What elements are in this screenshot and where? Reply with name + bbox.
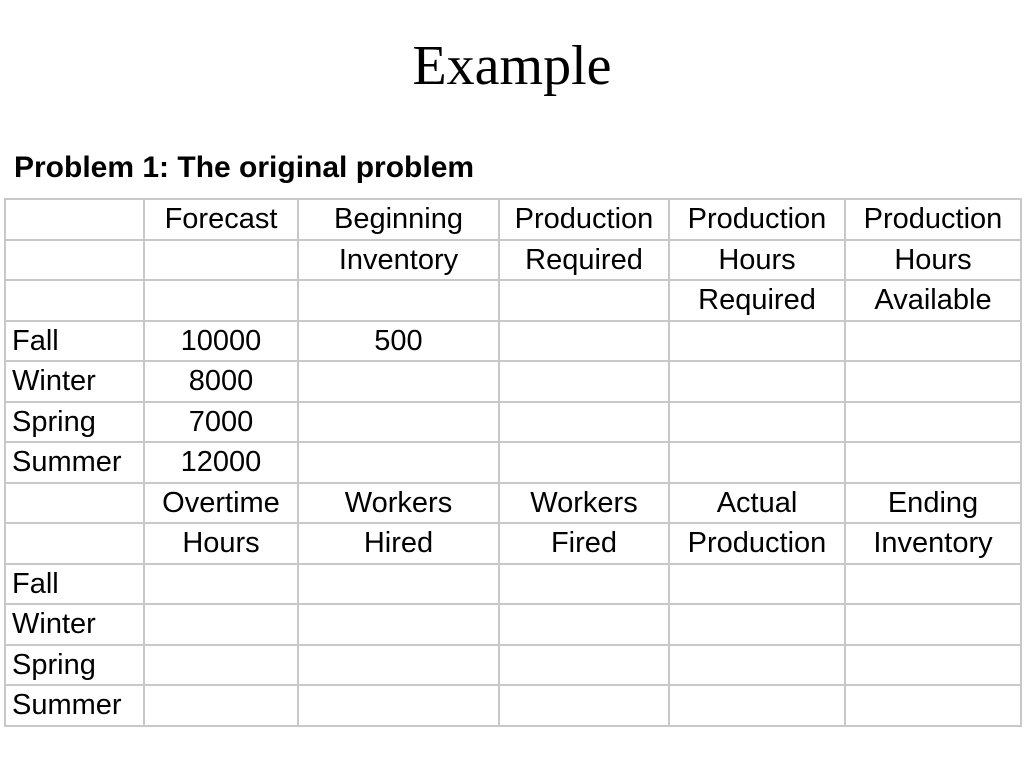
season-label: Fall — [5, 321, 144, 362]
table-cell — [845, 402, 1021, 443]
column-header-cell — [298, 280, 499, 321]
season-label: Fall — [5, 564, 144, 605]
problem-subtitle: Problem 1: The original problem — [14, 151, 475, 184]
season-label: Summer — [5, 685, 144, 726]
column-header-cell: Production — [669, 523, 845, 564]
column-header-cell: Workers — [499, 483, 669, 524]
column-header-cell: Production — [845, 199, 1021, 240]
table-cell — [669, 685, 845, 726]
column-header-cell: Required — [499, 240, 669, 281]
table-row — [5, 604, 1021, 645]
table-cell — [669, 564, 845, 605]
column-header-cell: Hours — [845, 240, 1021, 281]
table-cell — [298, 442, 499, 483]
table-cell: 7000 — [144, 402, 298, 443]
table-cell — [298, 685, 499, 726]
table-cell: 12000 — [144, 442, 298, 483]
table-cell — [144, 685, 298, 726]
season-label: Spring — [5, 402, 144, 443]
column-header-cell: Beginning — [298, 199, 499, 240]
table-row — [5, 361, 1021, 402]
production-table-body — [5, 199, 1021, 726]
header-row — [5, 483, 1021, 524]
column-header-cell: Actual — [669, 483, 845, 524]
column-header-cell: Available — [845, 280, 1021, 321]
column-header-cell — [499, 280, 669, 321]
column-header-cell: Forecast — [144, 199, 298, 240]
table-cell — [144, 564, 298, 605]
table-row — [5, 442, 1021, 483]
table-cell — [499, 564, 669, 605]
column-header-cell: Production — [499, 199, 669, 240]
table-cell — [499, 361, 669, 402]
column-header-cell — [144, 240, 298, 281]
column-header-cell: Overtime — [144, 483, 298, 524]
column-header-cell: Ending — [845, 483, 1021, 524]
column-header-cell — [5, 240, 144, 281]
table-cell — [669, 604, 845, 645]
slide-title: Example — [412, 35, 612, 97]
table-cell: 8000 — [144, 361, 298, 402]
column-header-cell: Required — [669, 280, 845, 321]
table-cell — [845, 645, 1021, 686]
table-cell — [499, 604, 669, 645]
table-cell — [144, 645, 298, 686]
table-row — [5, 685, 1021, 726]
column-header-cell — [144, 280, 298, 321]
table-cell — [499, 645, 669, 686]
season-label: Spring — [5, 645, 144, 686]
header-row — [5, 280, 1021, 321]
season-label: Summer — [5, 442, 144, 483]
column-header-cell — [5, 280, 144, 321]
table-cell — [845, 564, 1021, 605]
table-cell — [499, 321, 669, 362]
table-cell — [669, 402, 845, 443]
table-cell: 500 — [298, 321, 499, 362]
table-cell — [845, 442, 1021, 483]
table-cell — [845, 685, 1021, 726]
column-header-cell: Hours — [144, 523, 298, 564]
table-cell — [298, 402, 499, 443]
column-header-cell — [5, 523, 144, 564]
column-header-cell — [5, 483, 144, 524]
header-row — [5, 240, 1021, 281]
table-cell — [298, 604, 499, 645]
table-cell — [298, 361, 499, 402]
table-cell — [669, 321, 845, 362]
column-header-cell: Fired — [499, 523, 669, 564]
table-cell — [298, 645, 499, 686]
column-header-cell — [5, 199, 144, 240]
table-cell — [499, 402, 669, 443]
table-cell — [669, 645, 845, 686]
table-cell — [499, 442, 669, 483]
table-cell — [669, 442, 845, 483]
table-cell — [298, 564, 499, 605]
table-cell — [669, 361, 845, 402]
column-header-cell: Production — [669, 199, 845, 240]
table-cell — [144, 604, 298, 645]
table-row — [5, 321, 1021, 362]
header-row — [5, 199, 1021, 240]
column-header-cell: Inventory — [298, 240, 499, 281]
column-header-cell: Hired — [298, 523, 499, 564]
column-header-cell: Inventory — [845, 523, 1021, 564]
production-table — [4, 198, 1022, 727]
table-row — [5, 645, 1021, 686]
table-cell — [845, 361, 1021, 402]
table-row — [5, 402, 1021, 443]
season-label: Winter — [5, 361, 144, 402]
header-row — [5, 523, 1021, 564]
column-header-cell: Workers — [298, 483, 499, 524]
column-header-cell: Hours — [669, 240, 845, 281]
season-label: Winter — [5, 604, 144, 645]
table-cell: 10000 — [144, 321, 298, 362]
table-row — [5, 564, 1021, 605]
table-cell — [499, 685, 669, 726]
table-cell — [845, 321, 1021, 362]
table-cell — [845, 604, 1021, 645]
